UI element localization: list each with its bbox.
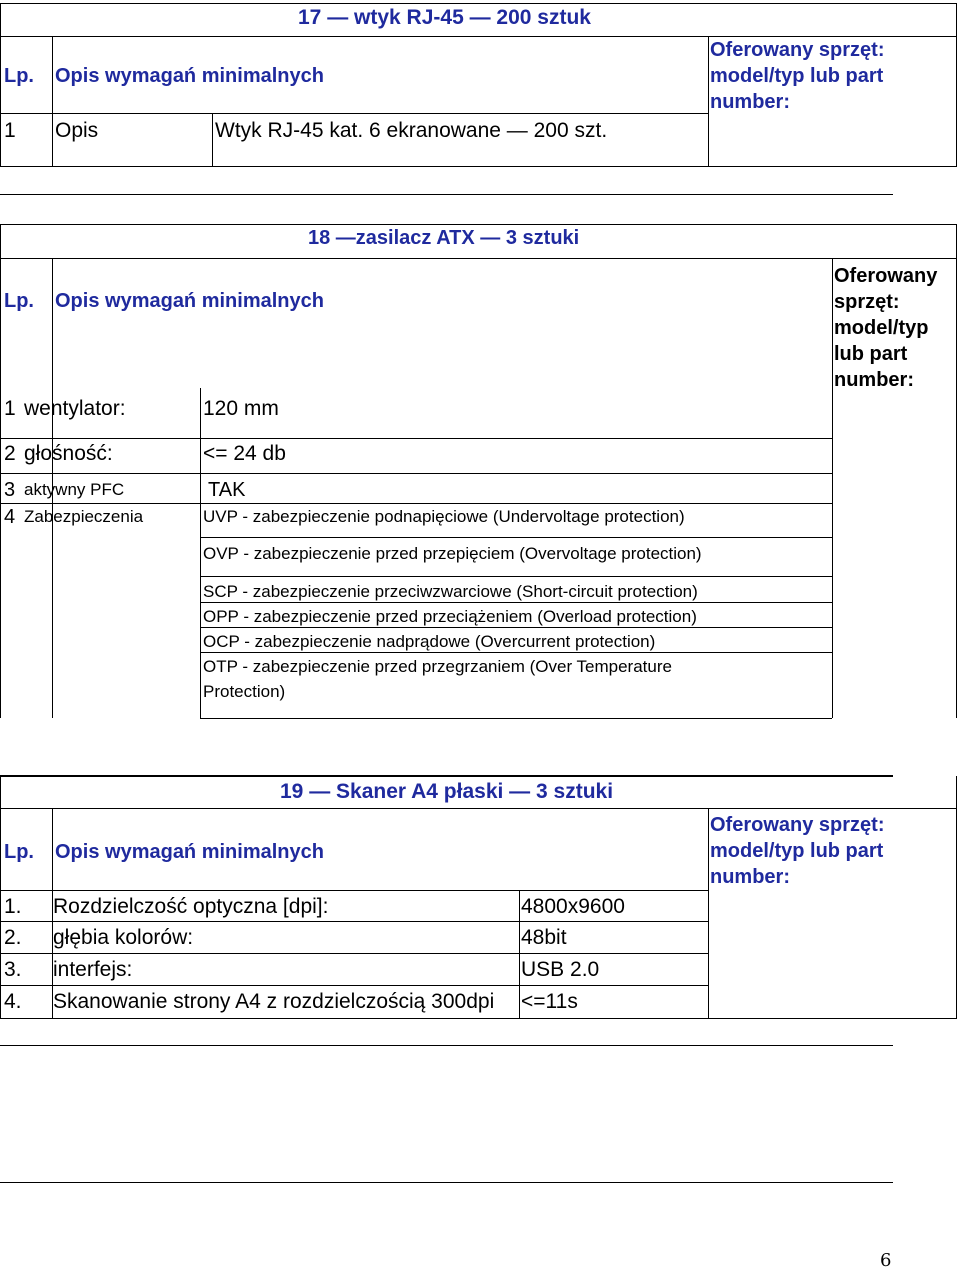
row-param: głośność: [24, 442, 113, 465]
row-lp: 3 [4, 479, 16, 501]
protection-item: SCP - zabezpieczenie przeciwzwarciowe (Short-circuit protection) [203, 582, 698, 601]
column-lp-header: Lp. [4, 290, 34, 312]
offer-header-line: number: [834, 369, 914, 391]
row-lp: 1 [4, 397, 16, 420]
row-value: 48bit [521, 926, 567, 949]
offer-header-line: lub part [834, 343, 908, 365]
column-description-header: Opis wymagań minimalnych [55, 290, 324, 312]
row-lp: 4 [4, 506, 16, 528]
offer-header-line: Oferowany sprzęt: [710, 814, 885, 836]
separator-line [0, 194, 893, 195]
protection-item: Protection) [203, 682, 286, 701]
row-lp: 2. [4, 926, 22, 949]
row-param: głębia kolorów: [53, 926, 194, 949]
separator-line [0, 1182, 893, 1183]
column-lp-header: Lp. [4, 841, 34, 863]
protection-item: OVP - zabezpieczenie przed przepięciem (Overvoltage protection) [203, 544, 702, 563]
row-value: 4800x9600 [521, 895, 625, 918]
column-offer-header [710, 812, 884, 890]
row-lp: 1. [4, 895, 22, 918]
row-value: <= 24 db [203, 442, 286, 465]
offer-header-line: sprzęt: [834, 291, 900, 313]
row-param: Skanowanie strony A4 z rozdzielczością 300dpi [53, 990, 495, 1013]
row-value: <=11s [521, 990, 578, 1013]
offer-header-line: model/typ lub part [710, 840, 884, 862]
offer-header-line: number: [710, 866, 790, 888]
page-number: 6 [880, 1250, 892, 1271]
row-value: UVP - zabezpieczenie podnapięciowe (Undervoltage protection) [203, 507, 685, 526]
column-offer-header [710, 37, 884, 115]
offer-header-line: Oferowany sprzęt: [710, 39, 885, 61]
protection-item: OCP - zabezpieczenie nadprądowe (Overcurrent protection) [203, 632, 656, 651]
row-value: 120 mm [203, 397, 279, 420]
row-value: Wtyk RJ-45 kat. 6 ekranowane — 200 szt. [215, 119, 608, 142]
row-value: TAK [208, 479, 246, 501]
offer-header-line: model/typ lub part [710, 65, 884, 87]
offer-header-line: model/typ [834, 317, 929, 339]
row-param: interfejs: [53, 958, 133, 981]
separator-line [0, 1045, 893, 1046]
section-19-title: 19 — Skaner A4 płaski — 3 sztuki [280, 780, 614, 803]
row-param: Opis [55, 119, 99, 142]
protection-item: OTP - zabezpieczenie przed przegrzaniem (Over Temperature [203, 657, 672, 676]
row-value: USB 2.0 [521, 958, 600, 981]
row-lp: 1 [4, 119, 16, 142]
row-lp: 4. [4, 990, 22, 1013]
section-17-title: 17 — wtyk RJ-45 — 200 sztuk [298, 6, 591, 29]
column-lp-header: Lp. [4, 65, 34, 87]
row-param: Zabezpieczenia [24, 507, 144, 526]
row-param: aktywny PFC [24, 480, 125, 499]
protection-item: OPP - zabezpieczenie przed przeciążeniem (Overload protection) [203, 607, 697, 626]
offer-header-line: number: [710, 91, 790, 113]
row-lp: 3. [4, 958, 22, 981]
row-param: wentylator: [24, 397, 126, 420]
column-description-header: Opis wymagań minimalnych [55, 841, 324, 863]
column-description-header: Opis wymagań minimalnych [55, 65, 324, 87]
row-lp: 2 [4, 442, 16, 465]
offer-header-line: Oferowany [834, 265, 938, 287]
section-18-title: 18 —zasilacz ATX — 3 sztuki [308, 227, 580, 249]
column-offer-header [834, 263, 937, 393]
row-param: Rozdzielczość optyczna [dpi]: [53, 895, 329, 918]
